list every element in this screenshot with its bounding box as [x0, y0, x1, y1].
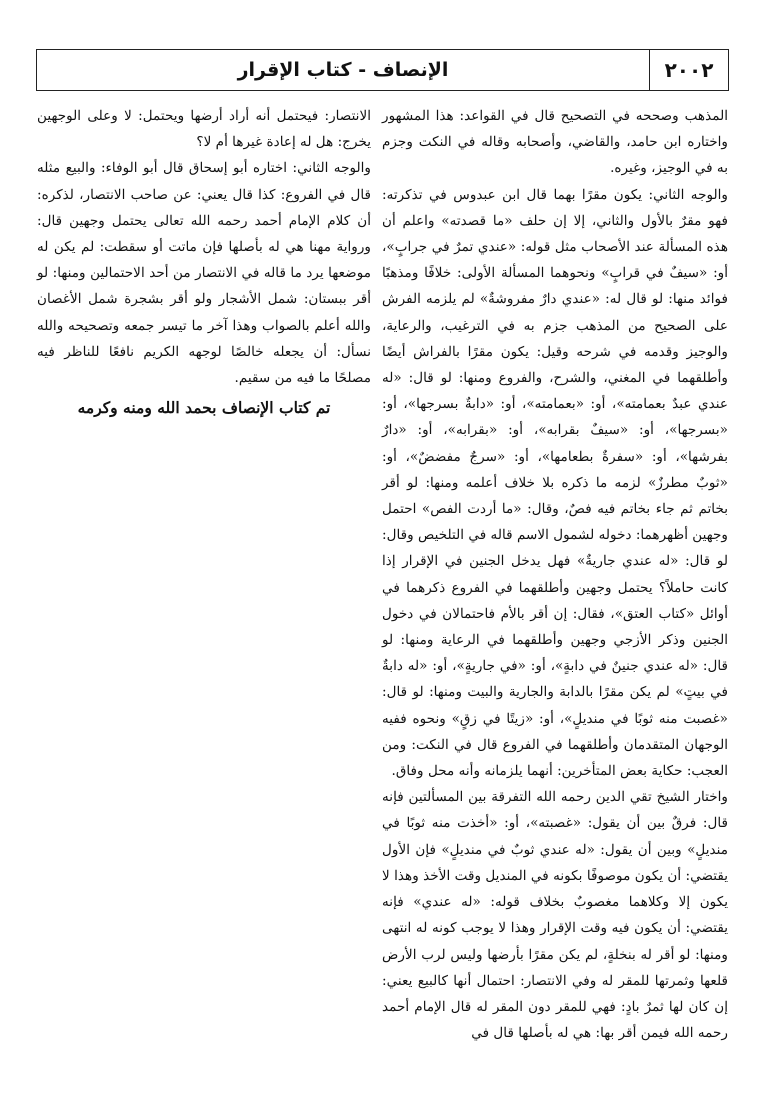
paragraph: والوجه الثاني: يكون مقرًا بهما قال ابن عبدوس في تذكرته: فهو مقرٌ بالأول والثاني، إلا إن حلف «ما قصدته» واعلم أن هذه المسألة عند الأصحاب مثل قوله: «عندي تمرٌ في جرابٍ»، أو: «سيفٌ في قرابٍ» ونحوهما المسألة الأولى: خلافًا ومذهبًا فوائد منها: لو قال له: «عندي دارٌ مفروشةٌ» لم يلزمه الفرش على الصحيح من المذهب جزم به في الترغيب، والرعاية، والوجيز وقدمه في شرحه وقيل: يكون مقرًا بالفراش أيضًا وأطلقهما في المغني، والشرح، والفروع ومنها: لو قال: «له عندي عبدٌ بعمامته»، أو: «بعمامته»، أو: «دابةٌ بسرجها»، أو: «بسرجها»، أو: «سيفٌ بقرابه»، أو: «بقرابه»، أو: «دارٌ بفرشها»، أو: «سفرةٌ بطعامها»، أو: «سرجٌ مفضضٌ»، أو: «ثوبٌ مطرزٌ» لزمه ما ذكره بلا خلاف أعلمه ومنها: لو أقر بخاتم ثم جاء بخاتم فيه فصٌ، وقال: «ما أردت الفص» احتمل وجهين أظهرهما: دخوله لشمول الاسم قاله في التلخيص وقال: لو قال: «له عندي جاريةٌ» فهل يدخل الجنين في الإقرار إذا كانت حاملاً؟ يحتمل وجهين وأطلقهما في الفروع ذكرهما في أوائل «كتاب العتق»، فقال: إن أقر بالأم فاحتمالان في دخول الجنين وذكر الأزجي وجهين وأطلقهما في الرعاية ومنها: لو قال: «له عندي جنينٌ في دابةٍ»، أو: «في جاريةٍ»، أو: «له دابةٌ في بيتٍ» لم يكن مقرًا بالدابة والجارية والبيت ومنها: لو قال: «غصبت منه ثوبًا في منديلٍ»، أو: «زيتًا في زقٍ» ونحوه ففيه الوجهان المتقدمان وأطلقهما في الفروع قال في النكت: ومن العجب: حكاية بعض المتأخرين: أنهما يلزمانه وأنه محل وفاق.: [382, 186, 728, 780]
left-column: [37, 103, 371, 421]
paragraph: واختار الشيخ تقي الدين رحمه الله التفرقة بين المسألتين فإنه قال: فرقٌ بين أن يقول: «غصبته»، أو: «أخذت منه ثوبًا في منديلٍ» وبين أن يقول: «له عندي ثوبٌ في منديلٍ» فإن الأول يقتضي: أن يكون موصوفًا بكونه في المنديل وقت الأخذ وهذا لا يكون إلا وكلاهما مغصوبٌ بخلاف قوله: «له عندي» فإنه يقتضي: أن يكون فيه وقت الإقرار وهذا لا يوجب كونه له انتهى ومنها: لو أقر له بنخلةٍ، لم يكن مقرًا بأرضها وليس لرب الأرض قلعها وثمرتها للمقر له وفي الانتصار: احتمال أنها كالبيع يعني: إن كان لها ثمرٌ بادٍ: فهي للمقر دون المقر له قال الإمام أحمد رحمه الله فيمن أقر بها: هي له بأصلها قال في: [382, 789, 728, 1042]
right-column: [382, 103, 728, 1046]
paragraph: والوجه الثاني: اختاره أبو إسحاق قال أبو الوفاء: والبيع مثله قال في الفروع: كذا قال يعني: عن صاحب الانتصار، لذكره: أن كلام الإمام أحمد رحمه الله تعالى يحتمل وجهين قال: ورواية مهنا هي له بأصلها فإن ماتت أو سقطت: لم يكن له موضعها يرد ما قاله في الانتصار من أحد الاحتمالين ومنها: لو أقر ببستان: شمل الأشجار ولو أقر بشجرة شمل الأغصان والله أعلم بالصواب وهذا آخر ما تيسر جمعه وتصحيحه والله نسأل: أن يجعله خالصًا لوجهه الكريم نافعًا للناظر فيه مصلحًا ما فيه من سقيم.: [37, 160, 372, 387]
page-header: [36, 49, 729, 91]
closing-line: تم كتاب الإنصاف بحمد الله ومنه وكرمه: [77, 398, 331, 418]
paragraph: المذهب وصححه في التصحيح قال في القواعد: هذا المشهور واختاره ابن حامد، والقاضي، وأصحابه وقاله في النكت وجزم به في الوجيز، وغيره.: [382, 108, 728, 177]
page-number: ٢٠٠٢: [649, 50, 728, 90]
paragraph: الانتصار: فيحتمل أنه أراد أرضها ويحتمل: لا وعلى الوجهين يخرج: هل له إعادة غيرها أم لا؟: [37, 108, 371, 151]
running-title: الإنصاف - كتاب الإقرار: [237, 59, 449, 81]
